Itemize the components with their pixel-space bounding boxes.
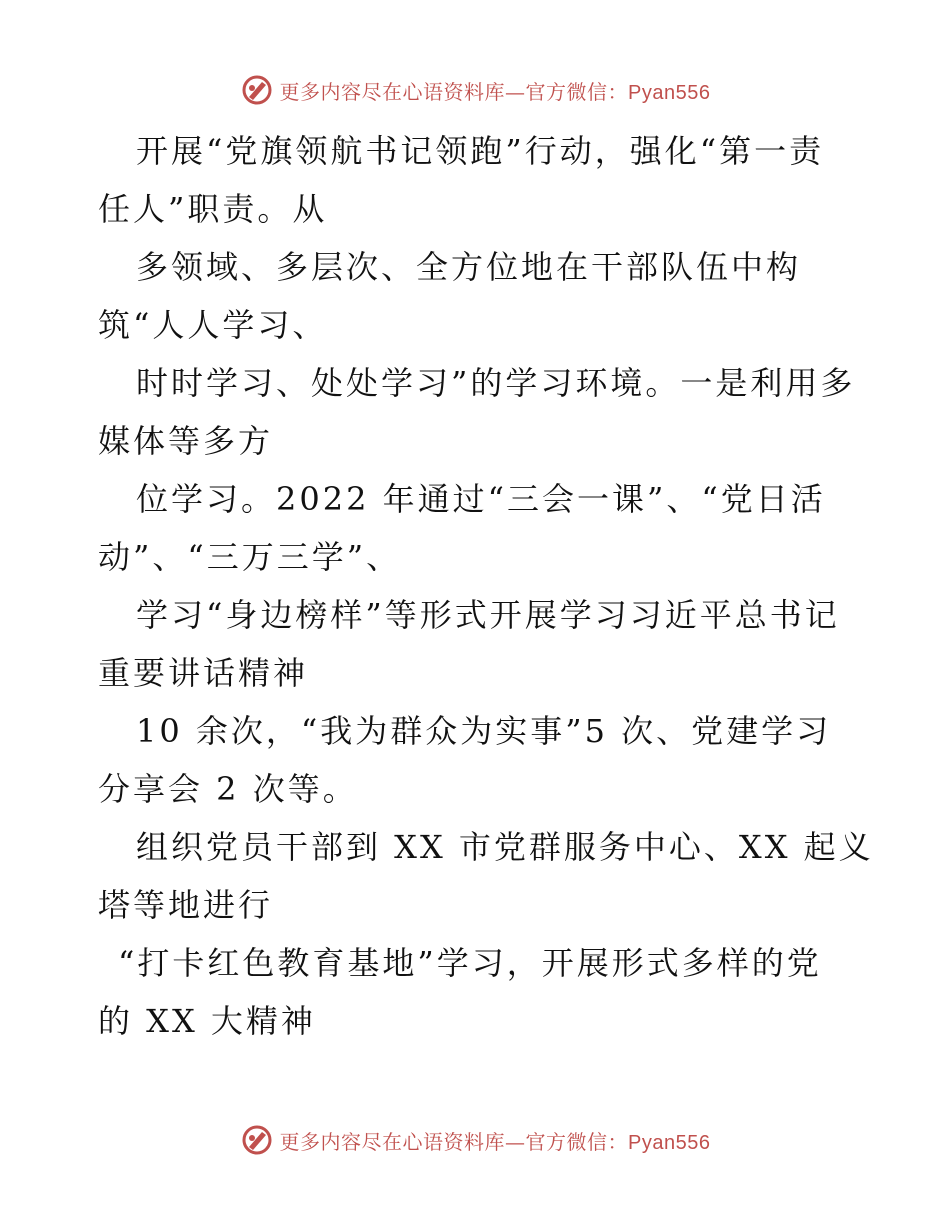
text-line: 10 余次，“我为群众为实事”5 次、党建学习 (136, 712, 832, 750)
watermark-label: 更多内容尽在心语资料库—官方微信： (279, 79, 629, 104)
text-line: 任人”职责。从 (98, 190, 328, 228)
header-watermark (0, 70, 950, 110)
watermark-text (280, 76, 711, 105)
red-logo-icon (240, 73, 274, 107)
watermark-label: 更多内容尽在心语资料库—官方微信： (279, 1129, 629, 1154)
text-line: 的 XX 大精神 (98, 1002, 316, 1040)
watermark-wechat-id: Pyan556 (628, 1131, 711, 1154)
text-line: 多领域、多层次、全方位地在干部队伍中构 (136, 248, 802, 286)
text-line: 筑“人人学习、 (98, 306, 328, 344)
text-line: 动”、“三万三学”、 (98, 538, 402, 576)
text-line: 开展“党旗领航书记领跑”行动，强化“第一责 (136, 132, 825, 170)
text-line: 重要讲话精神 (98, 654, 309, 692)
watermark-wechat-id: Pyan556 (628, 81, 711, 104)
red-logo-icon (240, 1123, 274, 1157)
text-line: 组织党员干部到 XX 市党群服务中心、XX 起义 (136, 828, 874, 866)
text-line: 媒体等多方 (98, 422, 274, 460)
watermark-text (280, 1126, 711, 1155)
text-line: 学习“身边榜样”等形式开展学习习近平总书记 (136, 596, 840, 634)
text-line: 时时学习、处处学习”的学习环境。一是利用多 (136, 364, 856, 402)
text-line: 塔等地进行 (98, 886, 274, 924)
text-line: 分享会 2 次等。 (98, 770, 358, 808)
footer-watermark (0, 1120, 950, 1160)
text-line: “打卡红色教育基地”学习，开展形式多样的党 (118, 944, 822, 982)
text-line: 位学习。2022 年通过“三会一课”、“党日活 (136, 480, 826, 518)
